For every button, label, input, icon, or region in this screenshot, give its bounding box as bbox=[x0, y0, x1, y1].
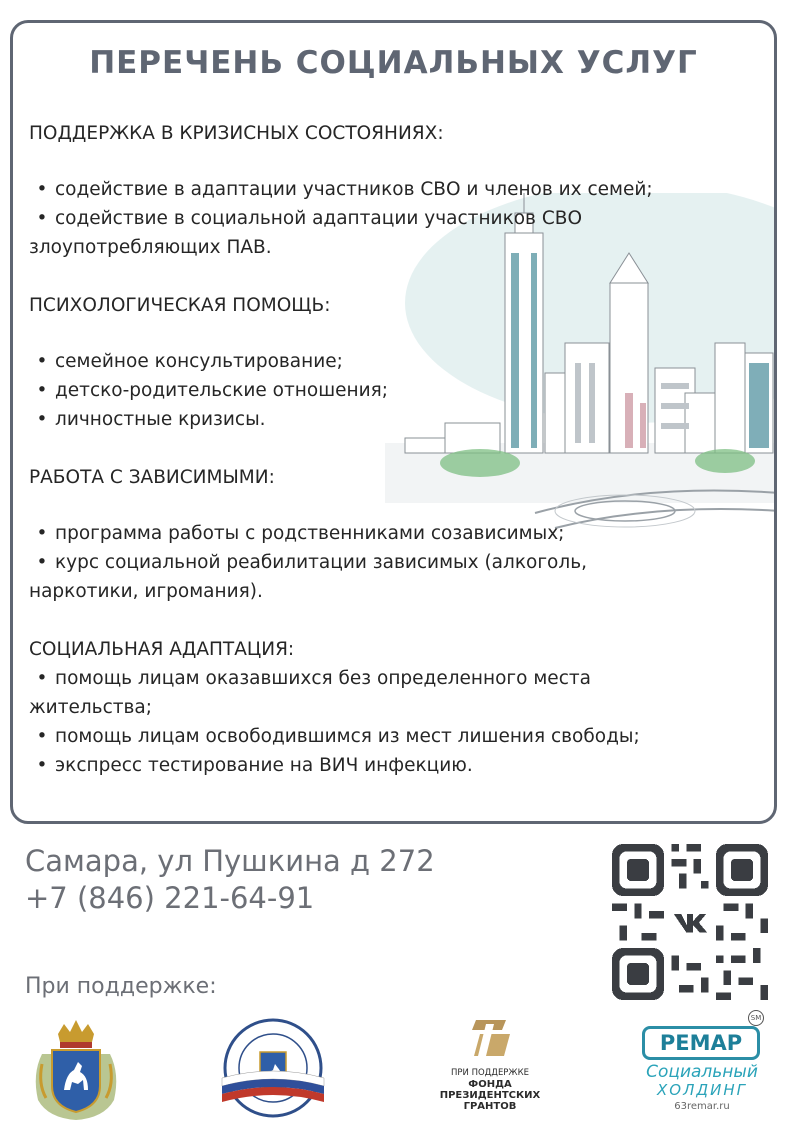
remar-website[interactable]: 63remar.ru bbox=[674, 1101, 730, 1112]
list-item: • содействие в социальной адаптации участников СВО злоупотребляющих ПАВ. bbox=[29, 208, 583, 258]
section-addiction bbox=[29, 463, 764, 606]
list-item: • личностные кризисы. bbox=[36, 409, 266, 430]
section-crisis bbox=[29, 119, 764, 262]
list-item: • курс социальной реабилитации зависимых (алкоголь, наркотики, игромания). bbox=[29, 552, 587, 602]
list-item: • программа работы с родственниками созависимых; bbox=[36, 523, 565, 544]
section-adaptation bbox=[29, 635, 764, 780]
services-card bbox=[10, 20, 777, 824]
services-list bbox=[29, 119, 764, 780]
section-heading: ПОДДЕРЖКА В КРИЗИСНЫХ СОСТОЯНИЯХ: bbox=[29, 123, 444, 144]
section-heading: СОЦИАЛЬНАЯ АДАПТАЦИЯ: bbox=[29, 639, 295, 660]
list-item: • семейное консультирование; bbox=[36, 351, 343, 372]
list-item: • содействие в адаптации участников СВО и членов их семей; bbox=[36, 179, 653, 200]
fund-emblem-icon bbox=[466, 1016, 514, 1062]
contact-block bbox=[25, 843, 435, 917]
presidential-grants-fund-logo bbox=[430, 1016, 550, 1120]
qr-code-icon[interactable] bbox=[612, 844, 768, 1000]
support-label: При поддержке: bbox=[25, 974, 217, 999]
phone-text[interactable]: +7 (846) 221-64-91 bbox=[25, 881, 315, 915]
fund-caption: ПРИ ПОДДЕРЖКЕ ФОНДА ПРЕЗИДЕНТСКИХ ГРАНТОВ bbox=[439, 1068, 541, 1112]
service-mark: SM bbox=[748, 1010, 764, 1026]
remar-subtitle-2: ХОЛДИНГ bbox=[657, 1081, 747, 1099]
public-chamber-icon bbox=[218, 1016, 328, 1120]
remar-name: РЕМАР bbox=[642, 1026, 760, 1060]
section-heading: РАБОТА С ЗАВИСИМЫМИ: bbox=[29, 467, 275, 488]
coat-of-arms-icon bbox=[28, 1014, 124, 1122]
list-item: • экспресс тестирование на ВИЧ инфекцию. bbox=[36, 755, 473, 776]
list-item: • помощь лицам оказавшихся без определенного места жительства; bbox=[29, 668, 591, 718]
list-item: • помощь лицам освободившимся из мест лишения свободы; bbox=[36, 726, 640, 747]
page-title: ПЕРЕЧЕНЬ СОЦИАЛЬНЫХ УСЛУГ bbox=[89, 45, 698, 81]
section-heading: ПСИХОЛОГИЧЕСКАЯ ПОМОЩЬ: bbox=[29, 295, 331, 316]
remar-logo bbox=[640, 1010, 770, 1122]
remar-subtitle: Социальный bbox=[646, 1062, 758, 1082]
section-psychology bbox=[29, 291, 764, 434]
address-text: Самара, ул Пушкина д 272 bbox=[25, 844, 435, 878]
list-item: • детско-родительские отношения; bbox=[36, 380, 388, 401]
